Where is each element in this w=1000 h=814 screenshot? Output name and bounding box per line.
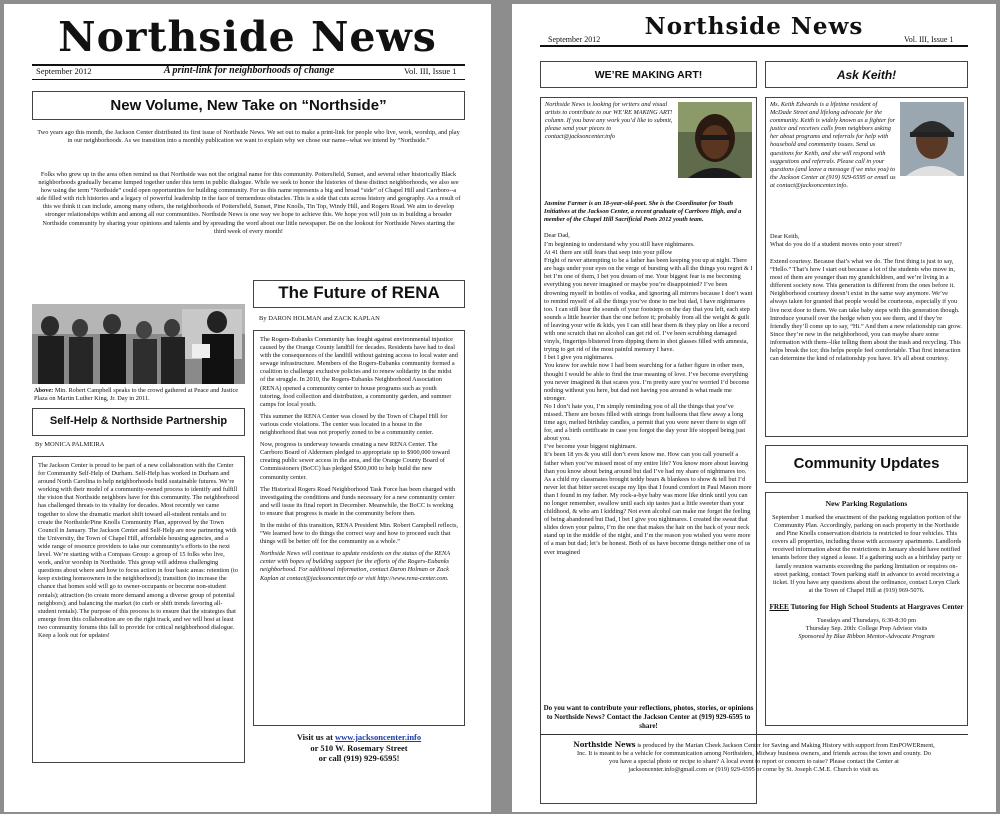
keith-headline: Ask Keith! bbox=[836, 68, 897, 82]
visit-line-1: Visit us at bbox=[296, 732, 333, 742]
rena-article-box bbox=[253, 330, 465, 726]
visit-info bbox=[253, 732, 465, 764]
visit-line-3: or call (919) 929-6595! bbox=[318, 753, 400, 763]
art-headline-box bbox=[540, 61, 757, 88]
visit-line-2: or 510 W. Rosemary Street bbox=[310, 742, 408, 753]
contribute-callout: Do you want to contribute your reflections, photos, stories, or opinions to Northside News? Contact the Jackson Center at (919) 929-6595 to share! bbox=[543, 704, 754, 730]
footer-rule bbox=[540, 734, 968, 735]
parking-body: September 1 marked the enactment of the parking regulation portion of the Community Plan. Accordingly, parking on each property in the Northside and Pine Knolls conservation districts is restricted to four vehicles. This covers all properties, including those with accessory apartments. Landlords received information about the restrictions in January should have notified tenants before they signed a lease. If a gathering such as a birthday party or family reunion warrants exceeding the parking limitation or requires on-street parking, contact Town parking staff in advance to avoid receiving a ticket. If you have any questions about the ordinance, contact Loryn Clark at the Town of Chapel Hill at (919) 969-5076. bbox=[771, 514, 962, 594]
jasmine-farmer-photo bbox=[678, 102, 752, 178]
selfhelp-byline: By MONICA PALMEIRA bbox=[35, 441, 105, 448]
issue-volume: Vol. III, Issue 1 bbox=[404, 66, 457, 76]
masthead-rule-2 bbox=[540, 45, 968, 47]
tutoring-event: Thursday Sep. 20th: College Prep Advisor visits bbox=[805, 625, 928, 633]
tagline: A print-link for neighborhoods of change bbox=[163, 65, 335, 76]
lead-headline-box bbox=[32, 91, 465, 120]
keith-answer: Extend courtesy. Because that’s what we do. The first thing is just to say, “Hello.” That’s how I start out because a lot of the students who move in, most of them are younger than my grandchildren, and we’re living in a different society now. This generation is different from the ones before it. Neighborhood courtesy doesn’t exist in the same way anymore. We’ve always taken for granted that people would be courteous, especially if you live next door to them. We can take baby steps with this generation though. Introduce yourself over the hedge when you see them, and if they’re friendly they’ll come up to say, “Hi.” And then a new relationship can grow. Since they’re new in the neighborhood, you can maybe share some information with them--like telling them about the trash and recycling. This helps break the ice; this helps people feel comfortable. That first interaction can determine the kind of relationship you have. It’s all about courtesy. bbox=[770, 258, 962, 363]
rena-headline: The Future of RENA bbox=[278, 283, 440, 302]
poem-body: I’m beginning to understand why you still have nightmares. At 41 there are still fears that seep into your pillow Fright of never attempting to be a father has been keeping you up at night. There are bags under your eyes on the verge of bursting with all the things you regret & I bet I’m one of them, I bet you dream of me. Your biggest fear is me becoming everything you never imagined or maybe you’re disappointed? I’ve been drowning myself in bottles of vodka, and ignoring all mirrors because I don’t want to remind myself of all the things you’ve done to me but dad, I have nightmares too. I can still hear the sounds of your footsteps on the day that you left, each step sounds a little heavier than the one before it; probably from all the weight & guilt of leaving your wife & kids, yes I can still hear them & they play on like a record with one scratch that no alcohol can get rid of. I’ve been scrubbing damaged vinyls, fingertips blistered from dipping them in shot glasses filled with amnesia, trying to get rid of the most painful memory I have. I bet I give you nightmares. You know for awhile now I had been searching for a father figure in other men, thought I would be able to find the true meaning of love. I’ve become everything you never imagined & that scares you. I’m pretty sure you’re worried I’d become nothing without you here, but dad not having you around is what made me stronger. No I don’t hate you, I’m simply reminding you of all the things that you’ve missed. There are boxes filled with strings from balloons that flew away a long time ago, melted birthday candles, a permit that you were never there to sign off for, and a birth certificate in case you forgot the day your life stopped being just about you. I’ve become your biggest nightmare. It’s been 18 yrs & you still don’t even know me. How can you call yourself a father when you’ve missed most of my entire life? You know more about leaving than you know about being around but dad I’ve had my share of nightmares too. As a child my classmates brought teddy bears & blankees to show & tell but I’d never let that bitter secret escape my lips that I found comfort in Paul Mason more than I found in my father. My rock-a-bye baby was more like drink until you can no longer remember, swallow until each sip tastes just a little sweeter than your childhood, & who am I kidding? Not even alcohol can make me forget the feeling of being abandoned but Dad, I bet I give you nightmares. I created the sweat that slides down your palms, I’m the one that makes the hair on the back of your neck stand up in the middle of the night, and I’m the reason you wished you were more of a man but dad; let’s be honest. Both of us have become things neither one of us ever imagined bbox=[544, 241, 753, 556]
issue-date: September 2012 bbox=[36, 66, 92, 76]
keith-edwards-photo bbox=[900, 102, 964, 176]
issue-date-2: September 2012 bbox=[548, 35, 601, 44]
issue-volume-2: Vol. III, Issue 1 bbox=[904, 35, 954, 44]
keith-headline-box bbox=[765, 61, 968, 88]
newsletter-page-2 bbox=[512, 4, 996, 812]
updates-headline-box bbox=[765, 445, 968, 483]
rena-paragraph-3: Now, progress is underway towards creating a new RENA Center. The Carrboro Board of Aldermen pledged to appropriate up to $900,000 toward creating public sewer access in the area, and the Orange County Board of Commissioners (BoCC) has pledged $500,000 to help build the new community center. bbox=[260, 441, 450, 481]
tutoring-sponsor: Sponsored by Blue Ribbon Mentor-Advocate Program bbox=[798, 633, 935, 641]
photo-caption-text: Min. Robert Campbell speaks to the crowd gathered at Peace and Justice Plaza on Martin Luther King, Jr. Day in 2011. bbox=[34, 387, 239, 403]
tutoring-title-text: Tutoring for High School Students at Hargraves Center bbox=[790, 601, 964, 611]
masthead-title: Northside News bbox=[58, 13, 437, 61]
art-bio: Jasmine Farmer is an 18-year-old-poet. She is the Coordinator for Youth Initiatives at the Jackson Center, a recent graduate of Carrboro High, and a member of the Chapel Hill Sacrificial Poets 2012 youth team. bbox=[544, 200, 742, 224]
website-link[interactable]: www.jacksoncenter.info bbox=[335, 732, 422, 742]
lead-intro: Two years ago this month, the Jackson Center distributed its first issue of Northside News. We set out to make a print-link for people who live, work, worship, and play in our neighborhoods. As we transition into a monthly publication we want to explain why we chose our name--what we intend by “Northside.” bbox=[37, 129, 460, 145]
rena-paragraph-2: This summer the RENA Center was closed by the Town of Chapel Hill for various code violations. The center was located in a house in the neighborhood that was not properly zoned to be a community center. bbox=[260, 412, 448, 437]
rena-paragraph-5: In the midst of this transition, RENA President Min. Robert Campbell reflects, “We learned how to do things the correct way and how to proceed such that things will be better off for the community as a whole.” bbox=[260, 521, 458, 546]
footer-credit bbox=[572, 741, 936, 774]
tutoring-free-label: FREE bbox=[769, 601, 789, 611]
rena-paragraph-4: The Historical Rogers Road Neighborhood Task Force has been charged with investigating the conditions and funds necessary for a new community center and will issue its final report in December. Meanwhile, the BoCC is working to ensure that progress is made in the community before then. bbox=[260, 485, 456, 517]
rally-photo bbox=[32, 304, 245, 384]
rena-headline-box bbox=[253, 280, 465, 308]
footer-text: is produced by the Marian Cheek Jackson Center for Saving and Making History with support from EmPOWERment, Inc. It is meant to be a vehicle for communication among Northsiders, Midway business owners, and friends across the town and county. Do you have a special photo or recipe to share? A local event to report or concern to raise? Please contact the Center at jacksoncenter.info@gmail.com or (919) 929-6595 or come by St. Joseph C.M.E. Church to visit us. bbox=[577, 742, 935, 774]
selfhelp-headline: Self-Help & Northside Partnership bbox=[49, 415, 228, 427]
poem-salutation: Dear Dad, bbox=[544, 232, 570, 239]
tutoring-title bbox=[766, 602, 967, 611]
selfhelp-article-box bbox=[32, 456, 245, 763]
keith-intro: Ms. Keith Edwards is a lifetime resident of McDade Street and lifelong advocate for the community. Keith is widely known as a fighter for justice and receives calls from neighbors asking her about programs and referrals for help with household and community issues. Send us questions for Keith, and she will respond with suggestions and referrals. Please call in your questions (and leave a message if we miss you) to the Jackson Center at (919) 929-6595 or email us at contact@jacksoncenter.info. bbox=[770, 101, 896, 189]
rena-paragraph-1: The Rogers-Eubanks Community has fought against environmental injustice caused by the Orange County landfill for decades. Residents have had to deal with the consequences of the landfill without gaining access to local water and sewage infrastructure. Members of the Rogers-Eubanks community formed a coalition to challenge exclusive policies and to renew solidarity in the midst of the struggle. In 2010, the Rogers-Eubanks Neighborhood Association (RENA) opened a community center to house programs such as youth tutoring, food collection and distribution, a community garden, and summer camps for local youth. bbox=[260, 336, 458, 408]
art-intro: Northside News is looking for writers and visual artists to contribute to our WE’RE MAKING ART! column. If you have any work you’d like to submit, please send your pieces to contact@jacksoncenter.info bbox=[545, 101, 673, 141]
photo-caption-label: Above: bbox=[34, 387, 54, 394]
lead-headline: New Volume, New Take on “Northside” bbox=[110, 97, 387, 114]
rena-byline: By DARON HOLMAN and ZACK KAPLAN bbox=[259, 315, 380, 322]
rena-paragraph-6: Northside News will continue to update residents on the status of the RENA center with hopes of building support for the efforts of the Rogers-Eubanks neighborhood. For additional information, contact Daron Holman or Zack Kaplan at contact@jacksoncenter.info or visit http://www.rena-center.com. bbox=[260, 550, 450, 582]
selfhelp-body: The Jackson Center is proud to be part of a new collaboration with the Center for Community Self-Help of Durham. Self-Help has worked in Durham and around North Carolina to help neighborhoods build sustainable futures. We’re working with their model of a community-owned process to identify and fulfill the vision that Northside neighbors have for this community. The neighborhood has challenged threats to its vitality for decades. Most recently we came together to slow the dramatic market shift toward all-student rentals and to create the Northside/Pine Knolls Community Plan, approved by the Town Council in January. The Jackson Center and Self-Help are now partnering with the University, the Town of Chapel Hill, affordable housing agencies, and a wide range of resource providers to take our community’s efforts to the next level. We’re starting with a Compass Group: a group of 15 folks who live, work, and/or worship in Northside. This group will address challenging questions about where and how to focus action in four basic areas: retention (to keep existing homeowners in the neighborhood); transition (to increase the chance that homes sold will go to owner-occupants or become non-student rentals); attraction (to create more demand among a diverse group of potential neighbors); and balancing the market (to curb or shift trends favoring all-student rentals). The purpose of this process is to ensure that the strategies that emerge from this collaboration are on the right track, and we will host at least two community forums this fall to provide for critical neighborhood dialogue. Keep a look out for updates! bbox=[38, 462, 239, 639]
art-headline: WE’RE MAKING ART! bbox=[594, 69, 703, 81]
updates-box bbox=[765, 492, 968, 726]
newsletter-page-1 bbox=[4, 4, 491, 812]
footer-brand: Northside News bbox=[573, 740, 636, 749]
parking-title: New Parking Regulations bbox=[825, 499, 908, 508]
masthead-title-small: Northside News bbox=[644, 13, 864, 40]
updates-headline: Community Updates bbox=[793, 455, 940, 472]
lead-body: Folks who grew up in the area often remind us that Northside was not the original name for this community. Pottersfield, Sunset, and several other historically Black neighborhoods gradually became lumped together under this term in public dialogue. While we seek to honor the histories of these distinct neighborhoods, we also see how using the term “Northside” could open opportunities for building community. For us this name represents a big and broad “side” of Chapel Hill and Carrboro--a side filled with rich histories and a legacy of powerful leadership in the face of tremendous obstacles. This is a side that cuts across history and geography. As a result of this we think it can include, among many others, the neighborhoods of Pottersfield, Sunset, Pine Knolls, Tin Top, Windy Hill, and Rogers Road. We aim to develop stronger relationships within and among all our communities. Northside News is one way we hope to achieve this. We hope you will join us in building a broader Northside community by sharing your opinions and talents and by spreading the word about our little newspaper. Be on the lookout for Northside News starting the third week of every month! bbox=[36, 171, 461, 235]
photo-caption bbox=[34, 387, 246, 403]
keith-question: Dear Keith, What do you do if a student moves onto your street? bbox=[770, 233, 902, 249]
masthead-rule-lower bbox=[32, 79, 465, 80]
tutoring-schedule: Tuesdays and Thursdays, 6:30-8:30 pm bbox=[816, 616, 917, 624]
selfhelp-headline-box bbox=[32, 408, 245, 436]
